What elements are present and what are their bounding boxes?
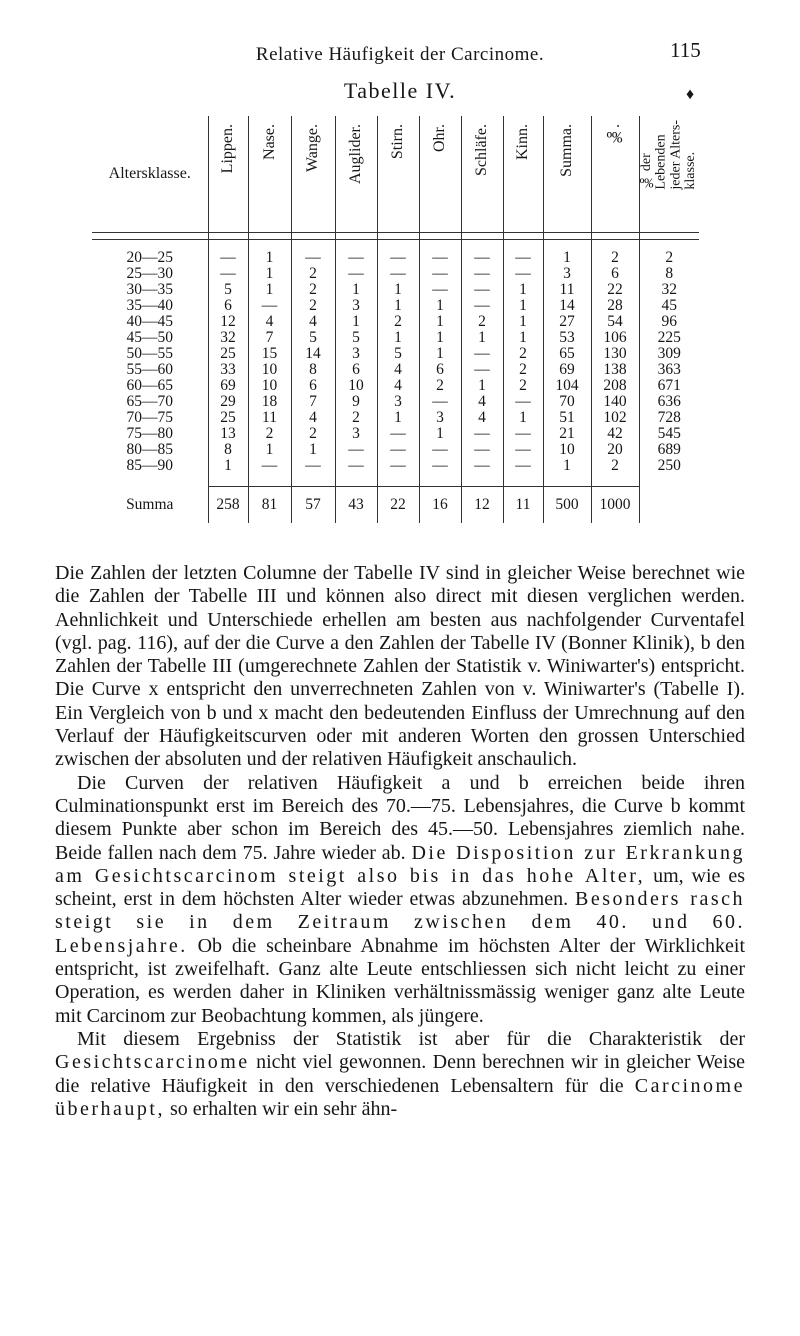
- table-cell: —: [261, 457, 278, 474]
- table-cell: 138: [603, 361, 627, 378]
- table-cell: —: [515, 393, 531, 410]
- table-cell: 42: [607, 425, 623, 442]
- table-cell: 70: [559, 393, 575, 410]
- table-cell: 69: [220, 377, 236, 394]
- table-column-values: [248, 240, 291, 487]
- table-cell: 11: [559, 281, 575, 298]
- table-cell: 1: [394, 409, 402, 426]
- table-cell: 6: [309, 377, 317, 394]
- table-cell: 1: [265, 265, 274, 282]
- table-cell: 3: [352, 425, 360, 442]
- table-cell: 1: [265, 281, 274, 298]
- table-cell: 1: [563, 457, 571, 474]
- table-cell: 12: [220, 313, 236, 330]
- table-cell: 4: [394, 361, 402, 378]
- table-column-values: [377, 240, 419, 487]
- table-column-values: [503, 240, 543, 487]
- table-cell: 69: [559, 361, 575, 378]
- table-cell: 10: [261, 361, 278, 378]
- table-cell: 545: [657, 425, 681, 442]
- table-cell: 6: [611, 265, 619, 282]
- table-cell: 1: [519, 409, 527, 426]
- table-cell: 1: [309, 441, 317, 458]
- paragraph-2: Die Curven der relativen Häufigkeit a und b erreichen beide ihren Culminationspunkt erst im Bereich des 70.—75. Lebensjahres, die Curve b kommt diesem Punkte aber schon im Bereich des 45.—50. Lebensjahres ziemlich nahe. Beide fallen nach dem 75. Jahre wieder ab. Die Disposition zur Erkrankung am Gesichtscarcinom steigt also bis in das hohe Alter, um, wie es scheint, erst in dem höchsten Alter wieder etwas abzunehmen. Besonders rasch steigt sie in dem Zeitraum zwischen dem 40. und 60. Lebensjahre. Ob die scheinbare Abnahme im höchsten Alter der Wirklichkeit entspricht, ist zweifelhaft. Ganz alte Leute entschliessen sich nicht leicht zu einer Operation, es werden daher in Kliniken verhältnissmässig weniger ganz alte Leute mit Carcinom zur Beobachtung kommen, als jüngere.: [55, 771, 746, 1027]
- table-cell: 2: [309, 425, 317, 442]
- table-cell: 10: [559, 441, 575, 458]
- table-cell: 1: [563, 249, 571, 266]
- table-cell: —: [432, 281, 448, 298]
- table-cell: 4: [394, 377, 402, 394]
- table-cell: 309: [657, 345, 681, 362]
- sum-cell: 22: [377, 487, 419, 524]
- table-cell: 3: [436, 409, 444, 426]
- table-cell: —: [348, 249, 364, 266]
- table-cell: 4: [478, 409, 486, 426]
- table-cell: 1: [519, 281, 527, 298]
- table-cell: 140: [603, 393, 627, 410]
- table-cell: 53: [559, 329, 575, 346]
- sum-cell: 11: [503, 487, 543, 524]
- table-cell: 29: [220, 393, 236, 410]
- sum-cell: 81: [248, 487, 291, 524]
- column-header-forehead: Stirn.: [377, 116, 419, 233]
- table-cell: —: [515, 425, 531, 442]
- sum-cell: 16: [419, 487, 461, 524]
- table-cell: —: [515, 441, 531, 458]
- table-cell: —: [390, 441, 406, 458]
- table-cell: 1: [352, 281, 360, 298]
- table-cell: —: [305, 249, 321, 266]
- table-cell: 51: [559, 409, 575, 426]
- table-cell: 8: [665, 265, 674, 282]
- body-text: [55, 562, 745, 1121]
- table-cell: 25: [220, 409, 236, 426]
- table-cell: 2: [519, 345, 527, 362]
- table-cell: 25—30: [126, 265, 173, 282]
- table-column-values: [335, 240, 377, 487]
- table-cell: 636: [657, 393, 681, 410]
- table-cell: —: [432, 249, 448, 266]
- table-title: Tabelle IV.: [343, 78, 457, 103]
- table-column-values: [461, 240, 503, 487]
- table-cell: 80—85: [126, 441, 173, 458]
- table-column-values: [591, 240, 639, 487]
- table-body: [92, 240, 699, 487]
- table-cell: 3: [352, 345, 360, 362]
- table-column-values: [208, 240, 248, 487]
- table-cell: 4: [309, 313, 317, 330]
- page-number: 115: [670, 38, 701, 62]
- table-cell: 1: [519, 329, 527, 346]
- column-header-permille-living: ‰ der Lebenden jeder Alters- klasse.: [639, 116, 699, 233]
- table-cell: 106: [603, 329, 627, 346]
- table-cell: 9: [352, 393, 360, 410]
- table-cell: 130: [603, 345, 627, 362]
- table-cell: —: [261, 297, 278, 314]
- table-cell: 18: [261, 393, 278, 410]
- table-cell: 30—35: [126, 281, 173, 298]
- table-cell: —: [348, 457, 364, 474]
- table-cell: 6: [436, 361, 444, 378]
- table-cell: 28: [607, 297, 623, 314]
- table-cell: 1: [394, 329, 402, 346]
- paragraph-1: Die Zahlen der letzten Columne der Tabelle IV sind in gleicher Weise berechnet wie die Zahlen der Tabelle III und können also direct mit diesen verglichen werden. Aehnlichkeit und Unterschiede erhellen am besten aus nachfolgender Curventafel (vgl. pag. 116), auf der die Curve a den Zahlen der Tabelle IV (Bonner Klinik), b den Zahlen der Tabelle III (umgerechnete Zahlen der Statistik v. Winiwarter's) entspricht. Die Curve x entspricht den unverrechneten Zahlen von v. Winiwarter's (Tabelle I). Ein Vergleich von b und x macht den bedeutenden Einfluss der Umrechnung auf den Verlauf der Häufigkeitscurven oder mit anderen Worten den grossen Unterschied zwischen der absoluten und der relativen Häufigkeit anschaulich.: [55, 562, 745, 771]
- table-cell: 5: [394, 345, 402, 362]
- table-cell: —: [474, 297, 490, 314]
- table-cell: —: [474, 457, 490, 474]
- table-cell: 32: [661, 281, 677, 298]
- table-cell: 40—45: [126, 313, 173, 330]
- table-cell: 104: [555, 377, 579, 394]
- table-cell: 1: [224, 457, 232, 474]
- table-cell: —: [432, 265, 448, 282]
- table-cell: 5: [352, 329, 360, 346]
- table-cell: —: [390, 265, 406, 282]
- table-cell: 60—65: [126, 377, 173, 394]
- table-cell: 1: [436, 345, 444, 362]
- age-distribution-table: [92, 116, 699, 523]
- table-cell: 2: [519, 361, 527, 378]
- table-cell: —: [474, 265, 490, 282]
- table-cell: 65: [559, 345, 575, 362]
- table-cell: 13: [220, 425, 236, 442]
- column-header-nose: Nase.: [248, 116, 291, 233]
- table-cell: —: [515, 457, 531, 474]
- header-separator: [92, 233, 699, 240]
- table-cell: 250: [657, 457, 681, 474]
- table-cell: 208: [603, 377, 627, 394]
- sum-row: [92, 487, 699, 524]
- table-cell: 2: [436, 377, 444, 394]
- sum-cell: 43: [335, 487, 377, 524]
- table-cell: 1: [265, 441, 274, 458]
- table-cell: —: [432, 393, 448, 410]
- table-cell: 2: [519, 377, 527, 394]
- table-cell: 1: [478, 329, 486, 346]
- table-column-values: [92, 240, 208, 487]
- table-cell: 45: [661, 297, 677, 314]
- table-cell: 1: [394, 297, 402, 314]
- table-cell: 8: [309, 361, 317, 378]
- column-header-permille: ‰.: [591, 116, 639, 233]
- table-cell: 25: [220, 345, 236, 362]
- table-cell: —: [390, 425, 406, 442]
- table-column-values: [543, 240, 591, 487]
- table-cell: 4: [309, 409, 317, 426]
- table-cell: 1: [478, 377, 486, 394]
- table-cell: 2: [265, 425, 274, 442]
- table-cell: 50—55: [126, 345, 173, 362]
- table-cell: 1: [436, 329, 444, 346]
- table-cell: —: [220, 249, 236, 266]
- table-cell: 96: [661, 313, 677, 330]
- table-cell: 20: [607, 441, 623, 458]
- table-cell: 7: [265, 329, 274, 346]
- table-cell: 1: [519, 313, 527, 330]
- table-cell: 33: [220, 361, 236, 378]
- table-cell: —: [474, 345, 490, 362]
- table-cell: 3: [394, 393, 402, 410]
- column-header-lips: Lippen.: [208, 116, 248, 233]
- table-cell: —: [474, 425, 490, 442]
- table-cell: 4: [265, 313, 274, 330]
- table-cell: —: [348, 441, 364, 458]
- table-column-values: [419, 240, 461, 487]
- ink-mark: ♦: [686, 86, 695, 103]
- table-cell: 8: [224, 441, 232, 458]
- column-header-age: Altersklasse.: [108, 165, 191, 182]
- table-cell: 2: [611, 249, 619, 266]
- table-cell: 2: [309, 281, 317, 298]
- column-header-chin: Kinn.: [503, 116, 543, 233]
- table-cell: 1: [394, 281, 402, 298]
- table-cell: 85—90: [126, 457, 173, 474]
- table-cell: 1: [436, 297, 444, 314]
- table-cell: —: [474, 249, 490, 266]
- table-cell: 2: [352, 409, 360, 426]
- table-cell: 15: [261, 345, 278, 362]
- table-column-values: [639, 240, 699, 487]
- table-cell: —: [390, 457, 406, 474]
- column-header-temple: Schläfe.: [461, 116, 503, 233]
- table-cell: 1: [436, 425, 444, 442]
- table-cell: —: [305, 457, 321, 474]
- table-cell: 102: [603, 409, 627, 426]
- column-header-eyelids: Auglider.: [335, 116, 377, 233]
- sum-cell: 258: [208, 487, 248, 524]
- table-cell: —: [432, 457, 448, 474]
- column-header-cheek: Wange.: [291, 116, 335, 233]
- table-cell: —: [515, 265, 531, 282]
- table-cell: —: [515, 249, 531, 266]
- table-cell: 2: [611, 457, 619, 474]
- table-cell: 11: [262, 409, 277, 426]
- column-header-total: Summa.: [543, 116, 591, 233]
- table-cell: 14: [559, 297, 575, 314]
- table-cell: 671: [657, 377, 681, 394]
- table-cell: 2: [665, 249, 674, 266]
- table-cell: 20—25: [126, 249, 173, 266]
- table-cell: 22: [607, 281, 623, 298]
- table-cell: —: [474, 281, 490, 298]
- table-cell: 35—40: [126, 297, 173, 314]
- sum-cell: 1000: [591, 487, 639, 524]
- table-cell: 1: [265, 249, 274, 266]
- table-cell: —: [474, 361, 490, 378]
- table-cell: 2: [309, 297, 317, 314]
- table-cell: 6: [352, 361, 360, 378]
- column-header-ear: Ohr.: [419, 116, 461, 233]
- table-cell: 70—75: [126, 409, 173, 426]
- table-cell: 6: [224, 297, 232, 314]
- table-cell: 45—50: [126, 329, 173, 346]
- table-cell: 728: [657, 409, 681, 426]
- table-column-values: [291, 240, 335, 487]
- table-cell: 27: [559, 313, 575, 330]
- table-cell: 54: [607, 313, 623, 330]
- table-cell: 2: [478, 313, 486, 330]
- table-cell: —: [390, 249, 406, 266]
- table-cell: 5: [309, 329, 317, 346]
- table-cell: 1: [519, 297, 527, 314]
- table-cell: 1: [436, 313, 444, 330]
- running-title: Relative Häufigkeit der Carcinome.: [255, 44, 545, 65]
- table-cell: 7: [309, 393, 317, 410]
- table-cell: 689: [657, 441, 681, 458]
- table-cell: 10: [348, 377, 364, 394]
- table-cell: 65—70: [126, 393, 173, 410]
- table-cell: 4: [478, 393, 486, 410]
- table-cell: 32: [220, 329, 236, 346]
- table-cell: 5: [224, 281, 232, 298]
- table-header-row: [92, 116, 699, 233]
- table-cell: 21: [559, 425, 575, 442]
- table-cell: 3: [563, 265, 571, 282]
- sum-label: Summa: [126, 496, 174, 513]
- table-cell: 1: [352, 313, 360, 330]
- sum-cell: 57: [291, 487, 335, 524]
- paragraph-3: Mit diesem Ergebniss der Statistik ist aber für die Charakteristik der Gesichtscarcinome nicht viel gewonnen. Denn berechnen wir in gleicher Weise die relative Häufigkeit in den verschiedenen Lebensaltern für die Carcinome überhaupt, so erhalten wir ein sehr ähn-: [55, 1027, 746, 1120]
- table-cell: 363: [657, 361, 681, 378]
- table-cell: —: [432, 441, 448, 458]
- table-cell: 10: [261, 377, 278, 394]
- table-cell: 2: [309, 265, 317, 282]
- table-cell: —: [348, 265, 364, 282]
- table-cell: 225: [657, 329, 681, 346]
- table-cell: 2: [394, 313, 402, 330]
- sum-cell-empty: [639, 487, 699, 524]
- table-cell: —: [474, 441, 490, 458]
- table-cell: 3: [352, 297, 360, 314]
- sum-cell: 500: [543, 487, 591, 524]
- sum-cell: 12: [461, 487, 503, 524]
- table-cell: 75—80: [126, 425, 173, 442]
- table-cell: —: [220, 265, 236, 282]
- table-cell: 55—60: [126, 361, 173, 378]
- table-cell: 14: [305, 345, 321, 362]
